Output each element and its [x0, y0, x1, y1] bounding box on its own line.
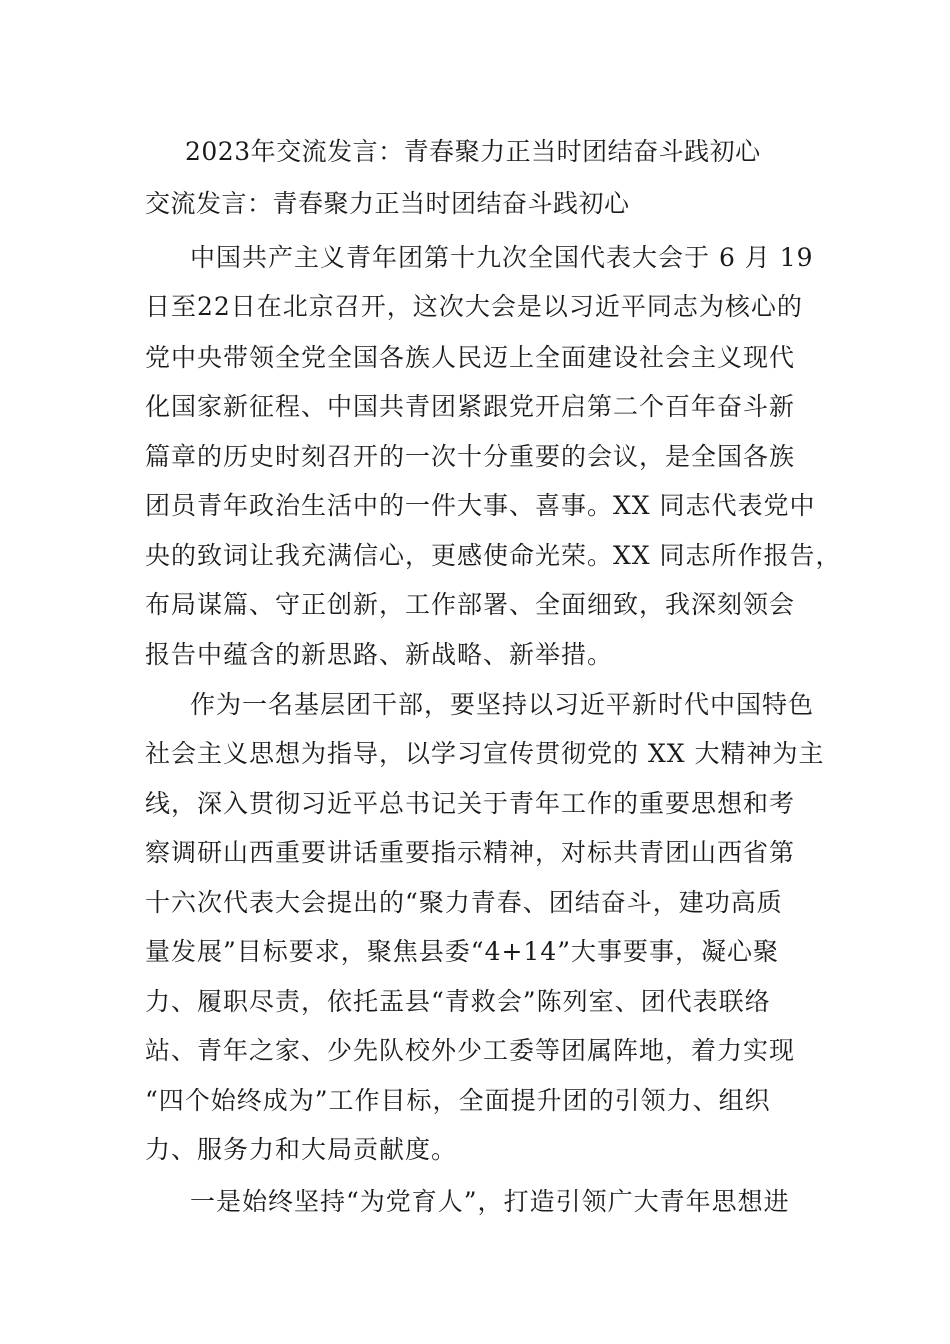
paragraph-1-line: 报告中蕴含的新思路、新战略、新举措。 [145, 640, 614, 669]
paragraph-2-line: 量发展”目标要求，聚焦县委“4+14”大事要事，凝心聚 [145, 937, 780, 966]
document-subtitle: 交流发言：青春聚力正当时团结奋斗践初心 [145, 189, 630, 218]
paragraph-1-line: 团员青年政治生活中的一件大事、喜事。XX 同志代表党中 [145, 491, 816, 520]
paragraph-1-line: 日至22日在北京召开，这次大会是以习近平同志为核心的 [145, 292, 803, 321]
paragraph-1-line: 篇章的历史时刻召开的一次十分重要的会议，是全国各族 [145, 442, 796, 471]
paragraph-1-line: 党中央带领全党全国各族人民迈上全面建设社会主义现代 [145, 343, 796, 372]
paragraph-2-line: 站、青年之家、少先队校外少工委等团属阵地，着力实现 [145, 1036, 796, 1065]
paragraph-2-line: 力、服务力和大局贡献度。 [145, 1135, 458, 1164]
paragraph-1-line: 央的致词让我充满信心，更感使命光荣。XX 同志所作报告， [145, 541, 842, 570]
paragraph-2-line: 线，深入贯彻习近平总书记关于青年工作的重要思想和考 [145, 789, 796, 818]
paragraph-1-line: 布局谋篇、守正创新，工作部署、全面细致，我深刻领会 [145, 590, 796, 619]
paragraph-3-line: 一是始终坚持“为党育人”，打造引领广大青年思想进 [190, 1187, 790, 1216]
paragraph-2-line: 力、履职尽责，依托盂县“青救会”陈列室、团代表联络 [145, 987, 771, 1016]
paragraph-1-line: 化国家新征程、中国共青团紧跟党开启第二个百年奋斗新 [145, 392, 796, 421]
paragraph-2-line: 作为一名基层团干部，要坚持以习近平新时代中国特色 [190, 690, 815, 719]
paragraph-2-line: “四个始终成为”工作目标，全面提升团的引领力、组织 [145, 1086, 771, 1115]
paragraph-2-line: 社会主义思想为指导，以学习宣传贯彻党的 XX 大精神为主 [145, 739, 825, 768]
document-title: 2023年交流发言：青春聚力正当时团结奋斗践初心 [185, 137, 761, 166]
paragraph-1-line: 中国共产主义青年团第十九次全国代表大会于 6 月 19 [190, 243, 814, 272]
paragraph-2-line: 十六次代表大会提出的“聚力青春、团结奋斗，建功高质 [145, 888, 783, 917]
paragraph-2-line: 察调研山西重要讲话重要指示精神，对标共青团山西省第 [145, 838, 796, 867]
